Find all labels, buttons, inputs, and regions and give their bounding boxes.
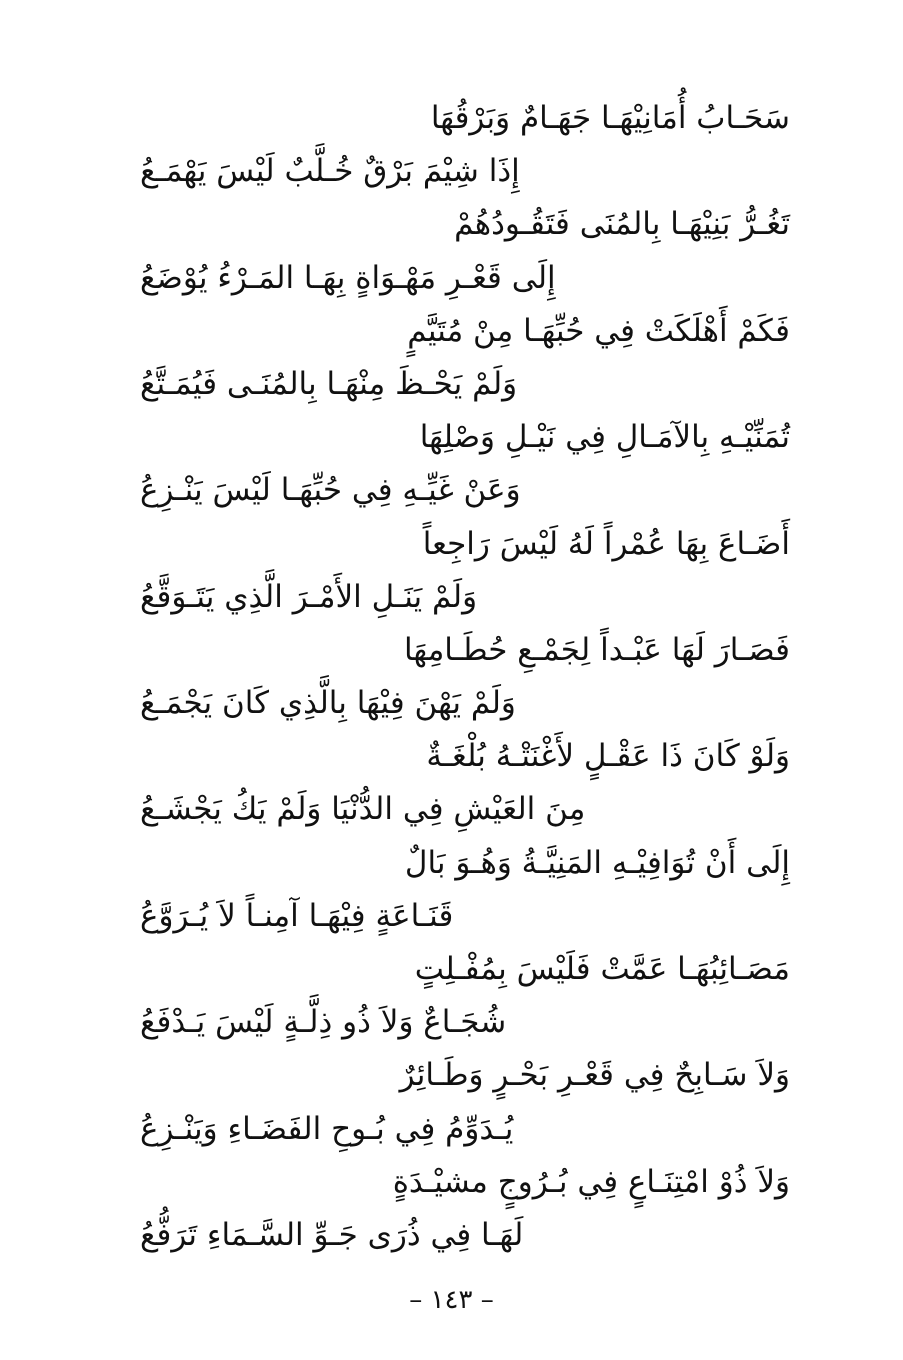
verse-line: قَنَـاعَةٍ فِيْهَـا آمِنـاً لاَ يُـرَوَّعُ: [140, 897, 454, 934]
verse-line: تُمَنِّيْـهِ بِالآمَـالِ فِي نَيْـلِ وَصْلِهَا: [419, 419, 790, 456]
verse-line: سَحَـابُ أُمَانِيْهَـا جَهَـامٌ وَبَرْقُهَا: [430, 100, 790, 136]
verse-line: فَكَمْ أَهْلَكَتْ فِي حُبِّهَـا مِنْ مُتَيَّمٍ: [407, 312, 790, 349]
verse-line: وَلَمْ يَحْـظَ مِنْهَـا بِالمُنَـى فَيُمَـتَّعُ: [140, 365, 518, 402]
verse-line: وَعَنْ غَيِّـهِ فِي حُبِّهَـا لَيْسَ يَنْـزِعُ: [140, 472, 521, 509]
verse-line: إِلَى أَنْ تُوَافِيْـهِ المَنِيَّـةُ وَهُـوَ بَالٌ: [404, 844, 790, 881]
verse-line: وَلَمْ يَنَـلِ الأَمْـرَ الَّذِي يَتَـوَقَّعُ: [140, 578, 478, 615]
verse-line: وَلَمْ يَهْنَ فِيْهَا بِالَّذِي كَانَ يَجْمَـعُ: [140, 685, 516, 722]
verse-line: أَضَـاعَ بِهَا عُمْراً لَهُ لَيْسَ رَاجِعاً: [422, 525, 790, 562]
verse-line: شُجَـاعٌ وَلاَ ذُو ذِلَّـةٍ لَيْسَ يَـدْفَعُ: [140, 1004, 507, 1041]
verse-line: لَهَـا فِي ذُرَى جَـوِّ السَّـمَاءِ تَرَفُّعُ: [140, 1216, 524, 1253]
verse-line: وَلاَ ذُوْ امْتِنَـاعٍ فِي بُـرُوجٍ مشيْـدَةٍ: [392, 1163, 790, 1200]
verse-line: فَصَـارَ لَهَا عَبْـداً لِجَمْـعِ حُطَـامِهَا: [403, 631, 790, 668]
verse-line: وَلاَ سَـابِحٌ فِي قَعْـرِ بَحْـرٍ وَطَـائِرٌ: [399, 1057, 790, 1094]
verse-line: مِنَ العَيْشِ فِي الدُّنْيَا وَلَمْ يَكُ يَجْشَـعُ: [140, 791, 586, 828]
verse-line: تَغُـرُّ بَنِيْهَـا بِالمُنَى فَتَقُـودُهُمْ: [454, 206, 790, 243]
page-number: – ١٤٣ –: [409, 1285, 494, 1315]
verse-line: وَلَوْ كَانَ ذَا عَقْـلٍ لأَغْنَتْـهُ بُلْغَـةٌ: [426, 738, 790, 775]
verse-line: يُـدَوِّمُ فِي بُـوحِ الفَضَـاءِ وَيَنْـزِعُ: [140, 1110, 514, 1147]
poem-text: [140, 92, 800, 1262]
verse-line: إِذَا شِيْمَ بَرْقٌ خُـلَّبٌ لَيْسَ يَهْمَـعُ: [140, 153, 520, 190]
verse-line: مَصَـائِبُهَـا عَمَّتْ فَلَيْسَ بِمُفْـلِتٍ: [414, 951, 790, 987]
verse-line: إِلَى قَعْـرِ مَهْـوَاةٍ بِهَـا المَـرْءُ يُوْضَعُ: [140, 259, 556, 296]
